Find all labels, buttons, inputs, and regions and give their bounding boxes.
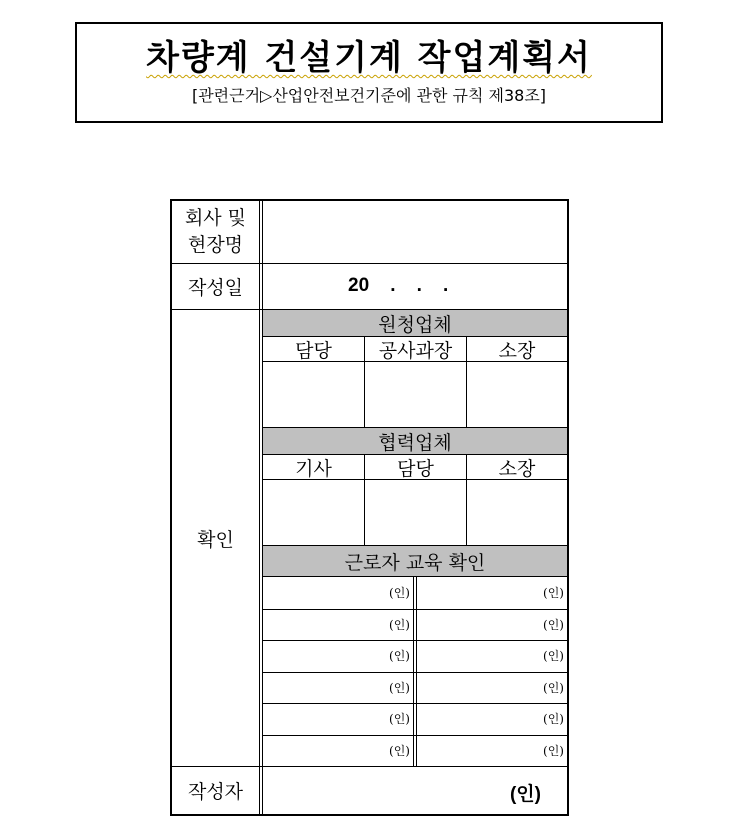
worker-seal-right: (인): [543, 617, 564, 632]
plan-form: [170, 199, 569, 816]
company-site-label: 회사 및 현장명: [184, 207, 247, 256]
worker-sign-left[interactable]: [263, 640, 413, 672]
worker-sign-left[interactable]: [263, 672, 413, 704]
worker-seal-right: (인): [543, 712, 564, 726]
title-box: [75, 22, 663, 123]
confirm-label: 확인: [197, 528, 234, 551]
worker-seal-left: (인): [389, 743, 410, 758]
worker-education-header: 근로자 교육 확인: [263, 546, 567, 576]
date-field[interactable]: [263, 264, 567, 309]
prime-sign-2[interactable]: [365, 362, 466, 427]
worker-seal-left: (인): [389, 680, 410, 695]
worker-seal-left: (인): [389, 617, 410, 632]
prime-sign-3[interactable]: [467, 362, 567, 427]
writer-seal: (인): [509, 784, 541, 805]
partner-sign-2[interactable]: [365, 480, 466, 545]
worker-sign-left[interactable]: [263, 577, 413, 609]
date-value: 20 . . .: [348, 275, 449, 296]
date-label: 작성일: [187, 277, 244, 299]
prime-col-3: 소장: [498, 339, 536, 362]
partner-sign-1[interactable]: [263, 480, 364, 545]
worker-seal-right: (인): [543, 649, 564, 663]
partner-col-2: 담당: [397, 457, 434, 480]
worker-sign-right[interactable]: [417, 609, 567, 641]
company-site-field[interactable]: [263, 201, 567, 263]
partner-col-3: 소장: [498, 457, 536, 480]
worker-seal-right: (인): [543, 680, 564, 695]
writer-label: 작성자: [187, 781, 244, 803]
worker-sign-right[interactable]: [417, 577, 567, 609]
prime-contractor-header: 원청업체: [263, 310, 567, 336]
prime-col-2: 공사과장: [378, 339, 453, 362]
worker-seal-left: (인): [389, 712, 410, 726]
prime-col-1: 담당: [295, 339, 332, 362]
worker-seal-right: (인): [543, 586, 564, 600]
prime-sign-1[interactable]: [263, 362, 364, 427]
worker-seal-left: (인): [389, 586, 410, 600]
worker-sign-left[interactable]: [263, 735, 413, 767]
worker-seal-right: (인): [543, 743, 564, 758]
document-subtitle: [관련근거▷산업안전보건기준에 관한 규칙 제38조]: [191, 86, 547, 105]
partner-sign-3[interactable]: [467, 480, 567, 545]
worker-sign-right[interactable]: [417, 640, 567, 672]
worker-seal-left: (인): [389, 649, 410, 663]
worker-sign-left[interactable]: [263, 703, 413, 735]
worker-sign-right[interactable]: [417, 735, 567, 767]
writer-field[interactable]: [263, 767, 567, 814]
partner-contractor-header: 협력업체: [263, 428, 567, 454]
partner-col-1: 기사: [295, 457, 332, 480]
document-title: 차량계 건설기계 작업계획서: [146, 38, 592, 78]
worker-sign-right[interactable]: [417, 703, 567, 735]
worker-sign-left[interactable]: [263, 609, 413, 641]
worker-sign-right[interactable]: [417, 672, 567, 704]
